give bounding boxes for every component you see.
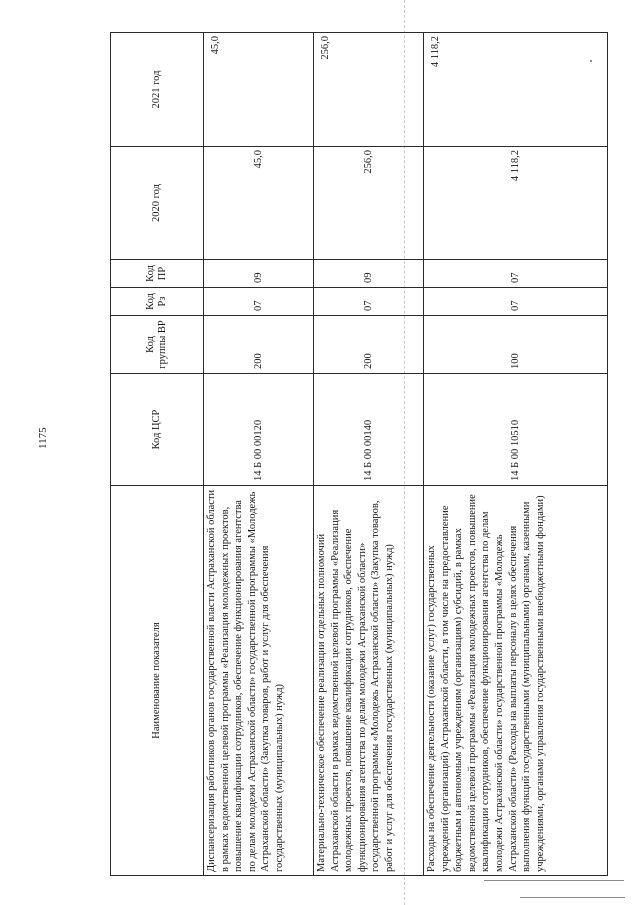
rotated-table-container bbox=[110, 33, 607, 876]
row-csr: 14 Б 00 10510 bbox=[424, 374, 608, 486]
row-vr: 200 bbox=[204, 316, 314, 374]
row-rz: 07 bbox=[204, 288, 314, 316]
header-pr: Код ПР bbox=[111, 260, 204, 288]
row-2020: 4 118,2 bbox=[424, 147, 608, 260]
table-row bbox=[314, 33, 424, 876]
header-2020: 2020 год bbox=[111, 147, 204, 260]
header-2021: 2021 год bbox=[111, 33, 204, 147]
row-pr: 07 bbox=[424, 260, 608, 288]
table-row bbox=[204, 33, 314, 876]
row-2020: 45,0 bbox=[204, 147, 314, 260]
row-rz: 07 bbox=[424, 288, 608, 316]
row-vr: 200 bbox=[314, 316, 424, 374]
row-name: Материально-техническое обеспечение реализации отдельных полномочий Астраханской области в рамках ведомственной целевой программы «Реализация молодежных проектов, повышение квалификации сотрудников, обеспечение функционирования агентства по делам молодежи Астраханской области» государственной программы «Молодежь Астраханской области» (Закупка товаров, работ и услуг для обеспечения государственных (муниципальных) нужд) bbox=[314, 486, 424, 876]
header-name: Наименование показателя bbox=[111, 486, 204, 876]
row-pr: 09 bbox=[314, 260, 424, 288]
header-vr: Код группы ВР bbox=[111, 316, 204, 374]
row-2021: 45,0 bbox=[204, 33, 314, 147]
row-csr: 14 Б 00 00140 bbox=[314, 374, 424, 486]
budget-table bbox=[110, 32, 608, 876]
scan-edge-line bbox=[484, 880, 624, 881]
row-rz: 07 bbox=[314, 288, 424, 316]
row-2021: 4 118,2 bbox=[424, 33, 608, 147]
page-number: 1175 bbox=[37, 427, 49, 449]
header-rz: Код Рз bbox=[111, 288, 204, 316]
header-csr: Код ЦСР bbox=[111, 374, 204, 486]
row-2020: 256,0 bbox=[314, 147, 424, 260]
row-name: Расходы на обеспечение деятельности (оказание услуг) государственных учреждений (организаций) Астраханской области, в том числе на предоставление бюджетным и автономным учреждениям (организациям) субсидий, в рамках ведомственной целевой программы «Реализация молодежных проектов, повышение квалификации сотрудников, обеспечение функционирования агентства по делам молодежи Астраханской области» государственной программы «Молодежь Астраханской области» (Расходы на выплаты персоналу в целях обеспечения выполнения функций государственными (муниципальными) органами, казенными учреждениями, органами управления государственными внебюджетными фондами) bbox=[424, 486, 608, 876]
row-csr: 14 Б 00 00120 bbox=[204, 374, 314, 486]
table-row bbox=[424, 33, 608, 876]
row-pr: 09 bbox=[204, 260, 314, 288]
table-header-row bbox=[111, 33, 204, 876]
row-vr: 100 bbox=[424, 316, 608, 374]
row-name: Диспансеризация работников органов государственной власти Астраханской области в рамках ведомственной целевой программы «Реализация молодежных проектов, повышение квалификации сотрудников, обеспечение функционирования агентства по делам молодежи Астраханской области» государственной программы «Молодежь Астраханской области» (Закупка товаров, работ и услуг для обеспечения государственных (муниципальных) нужд) bbox=[204, 486, 314, 876]
row-2021: 256,0 bbox=[314, 33, 424, 147]
scan-edge-line bbox=[520, 897, 625, 898]
